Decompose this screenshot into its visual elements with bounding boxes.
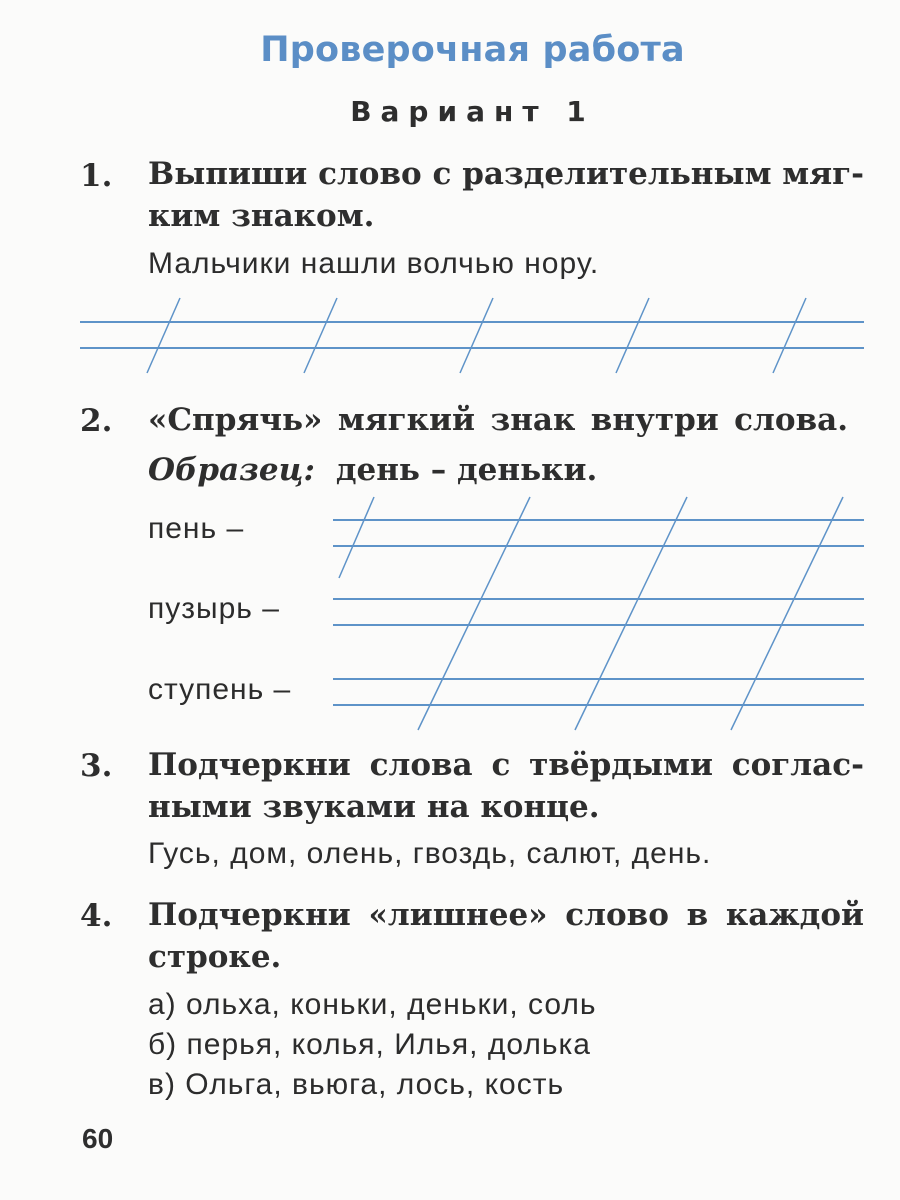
task-3-instruction-line-1: Подчеркни слова с твёрдыми соглас- [148,747,864,783]
page-title: Проверочная работа [260,30,685,70]
task-1-number: 1. [80,158,113,194]
sample-label: Образец: [148,452,316,488]
task-1-sentence: Мальчики нашли волчью нору. [148,247,600,280]
task-4-option-c: в) Ольга, вьюга, лось, кость [148,1068,565,1101]
task-2-word-2: пузырь – [148,592,280,625]
variant-heading: Вариант 1 [350,95,595,128]
task-3-number: 3. [80,748,113,784]
task-3-words: Гусь, дом, олень, гвоздь, салют, день. [148,837,712,870]
sample-text: день – деньки. [335,452,598,488]
task-2-answer-field[interactable] [333,497,864,730]
task-3-instruction-line-2: ными звуками на конце. [148,789,600,825]
task-4-number: 4. [80,898,113,934]
page-number: 60 [82,1123,114,1154]
task-2-number: 2. [80,403,113,439]
task-2-word-3: ступень – [148,673,292,706]
task-4-option-a: а) ольха, коньки, деньки, соль [148,988,597,1021]
task-4-instruction-line-2: строке. [148,939,282,975]
task-1-answer-field[interactable] [80,298,864,373]
task-4-option-b: б) перья, колья, Илья, долька [148,1028,591,1061]
task-2-word-1: пень – [148,512,245,545]
task-4-instruction-line-1: Подчеркни «лишнее» слово в каждой [148,897,864,933]
task-1-instruction-line-1: Выпиши слово с разделительным мяг- [148,156,864,192]
task-2-instruction-line-1: «Спрячь» мягкий знак внутри слова. [148,402,848,438]
task-1-instruction-line-2: ким знаком. [148,198,375,234]
